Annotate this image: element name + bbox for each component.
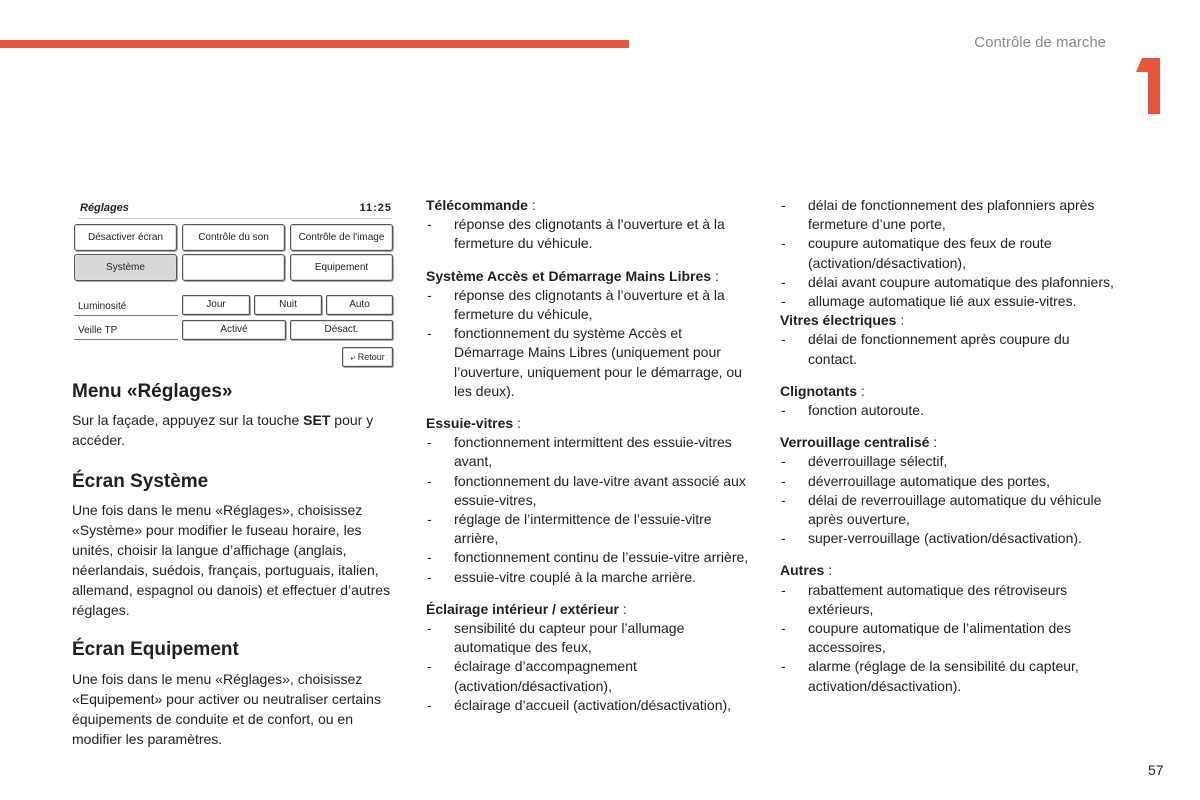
equipment-screen-heading: Écran Equipement <box>72 639 239 660</box>
activated-button[interactable]: Activé <box>182 320 286 340</box>
system-screen-heading: Écran Système <box>72 471 209 492</box>
settings-group <box>426 414 754 587</box>
chapter-number <box>1132 58 1160 114</box>
set-key: SET <box>303 412 331 428</box>
group-items <box>426 619 754 715</box>
equipment-screen-text: Une fois dans le menu «Réglages», choisissez «Equipement» pour activer ou neutraliser certains équipements de conduite et de confort, ou en modifier les paramètres. <box>72 671 381 747</box>
list-item: - sensibilité du capteur pour l’allumage automatique des feux, <box>426 619 754 657</box>
group-title: Clignotants <box>780 382 857 399</box>
menu-heading: Menu «Réglages» <box>72 381 233 402</box>
menu-text-after: pour y accéder. <box>72 412 374 448</box>
settings-group <box>780 561 1115 695</box>
group-title: Éclairage intérieur / extérieur <box>426 600 619 617</box>
night-button[interactable]: Nuit <box>254 295 322 315</box>
list-item: - fonction autoroute. <box>780 401 1115 420</box>
list-item: - délai de reverrouillage automatique du véhicule après ouverture, <box>780 491 1115 529</box>
menu-text <box>72 410 402 450</box>
list-item: - super-verrouillage (activation/désactivation). <box>780 529 1115 548</box>
right-column <box>780 196 1115 709</box>
group-items <box>780 581 1115 696</box>
day-button[interactable]: Jour <box>182 295 250 315</box>
back-button-label: Retour <box>357 352 385 362</box>
list-item: - délai de fonctionnement des plafonniers après fermeture d’une porte, <box>780 196 1115 234</box>
list-item: - allumage automatique lié aux essuie-vitres. <box>780 292 1115 311</box>
list-item: - réglage de l’intermittence de l’essuie-vitre arrière, <box>426 510 754 548</box>
deactivated-button[interactable]: Désact. <box>290 320 393 340</box>
settings-group <box>780 382 1115 420</box>
right-groups <box>780 311 1115 696</box>
group-heading: Autres : <box>780 562 833 579</box>
list-item: - coupure automatique de l’alimentation des accessoires, <box>780 619 1115 657</box>
group-heading: Clignotants : <box>780 382 865 399</box>
group-heading: Système Accès et Démarrage Mains Libres : <box>426 267 719 284</box>
group-items <box>426 215 754 253</box>
system-screen-text: Une fois dans le menu «Réglages», choisissez «Système» pour modifier le fuseau horaire, les unités, choisir la langue d’affichage (anglais, néerlandais, suédois, français, portuguais, italien, allemand, espagnol ou danois) et effectuer d’autres réglages. <box>72 502 391 618</box>
list-item: - fonctionnement du lave-vitre avant associé aux essuie-vitres, <box>426 472 754 510</box>
list-item: - déverrouillage automatique des portes, <box>780 472 1115 491</box>
list-item: - délai avant coupure automatique des plafonniers, <box>780 273 1115 292</box>
group-heading: Essuie-vitres : <box>426 415 521 432</box>
sound-control-button[interactable]: Contrôle du son <box>182 224 285 251</box>
return-arrow-icon: ⤶ <box>350 352 356 362</box>
list-item: - réponse des clignotants à l’ouverture et à la fermeture du véhicule. <box>426 215 754 253</box>
section-title: Contrôle de marche <box>974 34 1106 51</box>
menu-text-before: Sur la façade, appuyez sur la touche <box>72 412 304 428</box>
settings-group <box>426 600 754 715</box>
empty-button <box>182 254 285 281</box>
list-item: - éclairage d’accompagnement (activation/désactivation), <box>426 657 754 695</box>
group-title: Télécommande <box>426 197 528 213</box>
right-intro-list <box>780 196 1115 311</box>
settings-group <box>780 433 1115 548</box>
standby-label: Veille TP <box>78 325 118 336</box>
group-title: Vitres électriques <box>780 312 897 329</box>
disable-screen-button[interactable]: Désactiver écran <box>74 224 177 251</box>
list-item: - fonctionnement intermittent des essuie-vitres avant, <box>426 433 754 471</box>
system-button[interactable]: Système <box>74 254 177 281</box>
group-title: Autres <box>780 562 825 579</box>
list-item: - fonctionnement continu de l’essuie-vitre arrière, <box>426 548 754 567</box>
equipment-button[interactable]: Equipement <box>290 254 393 281</box>
list-item: - rabattement automatique des rétroviseurs extérieurs, <box>780 581 1115 619</box>
screen-divider <box>78 218 392 219</box>
standby-underline <box>74 339 178 340</box>
brightness-underline <box>74 315 178 316</box>
group-items <box>780 452 1115 548</box>
list-item: - alarme (réglage de la sensibilité du capteur, activation/désactivation). <box>780 657 1115 695</box>
page-number: 57 <box>1148 762 1164 778</box>
settings-group <box>780 311 1115 369</box>
list-item: - essuie-vitre couplé à la marche arrière. <box>426 568 754 587</box>
group-heading: Verrouillage centralisé : <box>780 434 938 451</box>
header-accent-bar <box>0 40 629 48</box>
screen-clock: 11:25 <box>359 202 392 214</box>
settings-screen-illustration <box>70 200 400 370</box>
group-items <box>780 330 1115 368</box>
list-item: - coupure automatique des feux de route (activation/désactivation), <box>780 234 1115 272</box>
group-title: Verrouillage centralisé <box>780 434 930 451</box>
auto-button[interactable]: Auto <box>326 295 393 315</box>
group-items <box>426 433 754 587</box>
brightness-label: Luminosité <box>78 301 127 312</box>
list-item: - éclairage d’accueil (activation/désactivation), <box>426 696 754 715</box>
group-items <box>780 401 1115 420</box>
image-control-button[interactable]: Contrôle de l'image <box>290 224 393 251</box>
left-column <box>72 380 402 749</box>
group-title: Essuie-vitres <box>426 415 514 432</box>
list-item: - fonctionnement du système Accès et Démarrage Mains Libres (uniquement pour l’ouverture, uniquement pour le démarrage, ou les deux). <box>426 324 754 401</box>
settings-group <box>426 267 754 401</box>
group-heading: Télécommande : <box>426 197 536 213</box>
group-heading: Vitres électriques : <box>780 312 905 329</box>
group-items <box>426 286 754 401</box>
screen-title: Réglages <box>80 202 129 214</box>
back-button[interactable] <box>342 347 393 367</box>
list-item: - réponse des clignotants à l’ouverture et à la fermeture du véhicule, <box>426 286 754 324</box>
list-item: - déverrouillage sélectif, <box>780 452 1115 471</box>
middle-column <box>426 196 754 728</box>
list-item: - délai de fonctionnement après coupure du contact. <box>780 330 1115 368</box>
group-heading: Éclairage intérieur / extérieur : <box>426 600 627 617</box>
group-title: Système Accès et Démarrage Mains Libres <box>426 267 712 284</box>
settings-group <box>426 196 754 254</box>
